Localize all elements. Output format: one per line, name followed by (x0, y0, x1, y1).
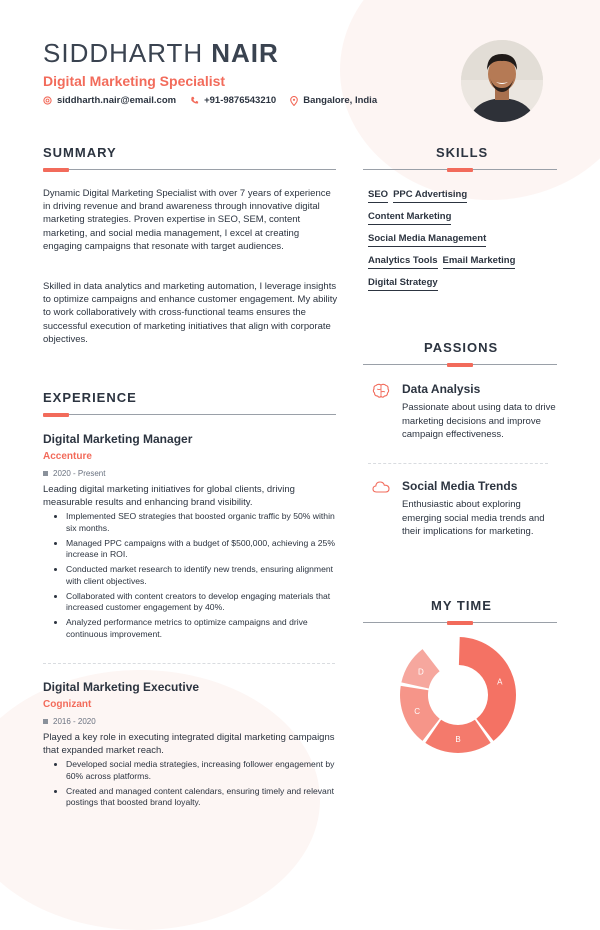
my-time-donut-chart (398, 635, 518, 755)
skill-tag: Analytics Tools (368, 255, 438, 269)
job-entry-description: Played a key role in executing integrated digital marketing campaigns that expanded market reach. (43, 732, 335, 756)
email-text: siddharth.nair@email.com (57, 95, 177, 106)
experience-accent-bar (43, 413, 69, 417)
job-title: Digital Marketing Specialist (43, 73, 226, 89)
job-bullet: • Implemented SEO strategies that boosted organic traffic by 50% within six months. (66, 511, 338, 534)
passion-item (370, 382, 560, 452)
job-entry-dates (43, 717, 338, 726)
job-bullet: • Developed social media strategies, increasing follower engagement by 60% across platforms. (66, 759, 338, 782)
skill-tag: Social Media Management (368, 233, 486, 247)
phone-text: +91-9876543210 (204, 95, 277, 106)
passions-heading-text: PASSIONS (424, 340, 499, 355)
passion-desc: Passionate about using data to drive marketing decisions and improve campaign effectiveness. (402, 402, 556, 440)
donut-label-b: B (455, 735, 461, 744)
summary-paragraph-2: Skilled in data analytics and marketing automation, I leverage insights to optimize campaigns and enhance customer engagement. My ability to work collaboratively with cross-functional teams ensures the successful execution of marketing initiatives that align with corporate objectives. (43, 281, 338, 345)
summary-heading (43, 145, 336, 160)
skills-accent-bar (447, 168, 473, 172)
summary-heading-text: SUMMARY (43, 145, 117, 160)
job-bullet: • Analyzed performance metrics to optimize campaigns and drive continuous improvement. (66, 617, 338, 640)
job-entry (43, 680, 338, 812)
location-text: Bangalore, India (303, 95, 378, 106)
donut-label-d: D (417, 667, 424, 677)
passion-title: Data Analysis (402, 382, 481, 396)
location-pin-icon (290, 96, 298, 106)
cloud-icon (372, 480, 390, 494)
job-entry-bullets (43, 759, 338, 809)
job-entry-title: Digital Marketing Manager (43, 432, 193, 446)
skill-tag: Email Marketing (443, 255, 516, 269)
brain-icon (372, 383, 390, 399)
job-bullet: • Conducted market research to identify new trends, ensuring alignment with client objectives. (66, 564, 338, 587)
job-bullet: • Created and managed content calendars, ensuring timely and relevant postings that boosted brand loyalty. (66, 786, 338, 809)
passion-desc: Enthusiastic about exploring emerging social media trends and their implications for marketing. (402, 499, 545, 537)
calendar-icon (43, 471, 48, 476)
my-time-heading-text: MY TIME (431, 598, 492, 613)
experience-heading-text: EXPERIENCE (43, 390, 137, 405)
job-bullet: • Managed PPC campaigns with a budget of $500,000, achieving a 25% increase in ROI. (66, 538, 338, 561)
skill-tag: Digital Strategy (368, 277, 438, 291)
passion-title: Social Media Trends (402, 479, 518, 493)
passion-divider (368, 463, 548, 464)
job-entry-company: Cognizant (43, 699, 92, 710)
contact-info (43, 95, 391, 106)
profile-photo (461, 40, 543, 122)
donut-label-a: A (497, 677, 503, 687)
passion-item (370, 479, 560, 559)
last-name: NAIR (211, 38, 279, 68)
summary-paragraph-1: Dynamic Digital Marketing Specialist with over 7 years of experience in driving revenue and brand awareness through innovative digital marketing strategies. Proven expertise in SEO, SEM, content marketing, and social media management, I excel at creating engaging campaigns that resonate with target audiences. (43, 188, 331, 252)
summary-accent-bar (43, 168, 69, 172)
job-entry-dates-text: 2020 - Present (53, 469, 106, 478)
job-bullet: • Collaborated with content creators to develop engaging materials that increased customer engagement by 40%. (66, 591, 338, 614)
summary-rule (43, 169, 336, 170)
experience-heading (43, 390, 336, 405)
skills-list (368, 189, 568, 299)
phone-contact[interactable] (190, 95, 276, 106)
skill-tag: Content Marketing (368, 211, 451, 225)
passions-accent-bar (447, 363, 473, 367)
job-entry-description: Leading digital marketing initiatives for global clients, driving measurable results and enhancing brand visibility. (43, 484, 295, 508)
job-entry-title: Digital Marketing Executive (43, 680, 200, 694)
skill-tag: PPC Advertising (393, 189, 467, 203)
first-name: SIDDHARTH (43, 38, 204, 68)
candidate-name (43, 38, 279, 69)
job-entry-company: Accenture (43, 451, 92, 462)
my-time-accent-bar (447, 621, 473, 625)
skill-tag: SEO (368, 189, 388, 203)
experience-divider (43, 663, 335, 664)
calendar-icon (43, 719, 48, 724)
job-entry-bullets (43, 511, 338, 640)
email-contact[interactable] (43, 95, 176, 106)
job-entry (43, 432, 338, 644)
location-contact (290, 95, 377, 106)
experience-rule (43, 414, 336, 415)
skills-heading-text: SKILLS (436, 145, 489, 160)
job-entry-dates (43, 469, 338, 478)
donut-label-c: C (414, 707, 420, 717)
job-entry-dates-text: 2016 - 2020 (53, 717, 96, 726)
phone-icon (190, 96, 199, 105)
at-icon (43, 96, 52, 105)
